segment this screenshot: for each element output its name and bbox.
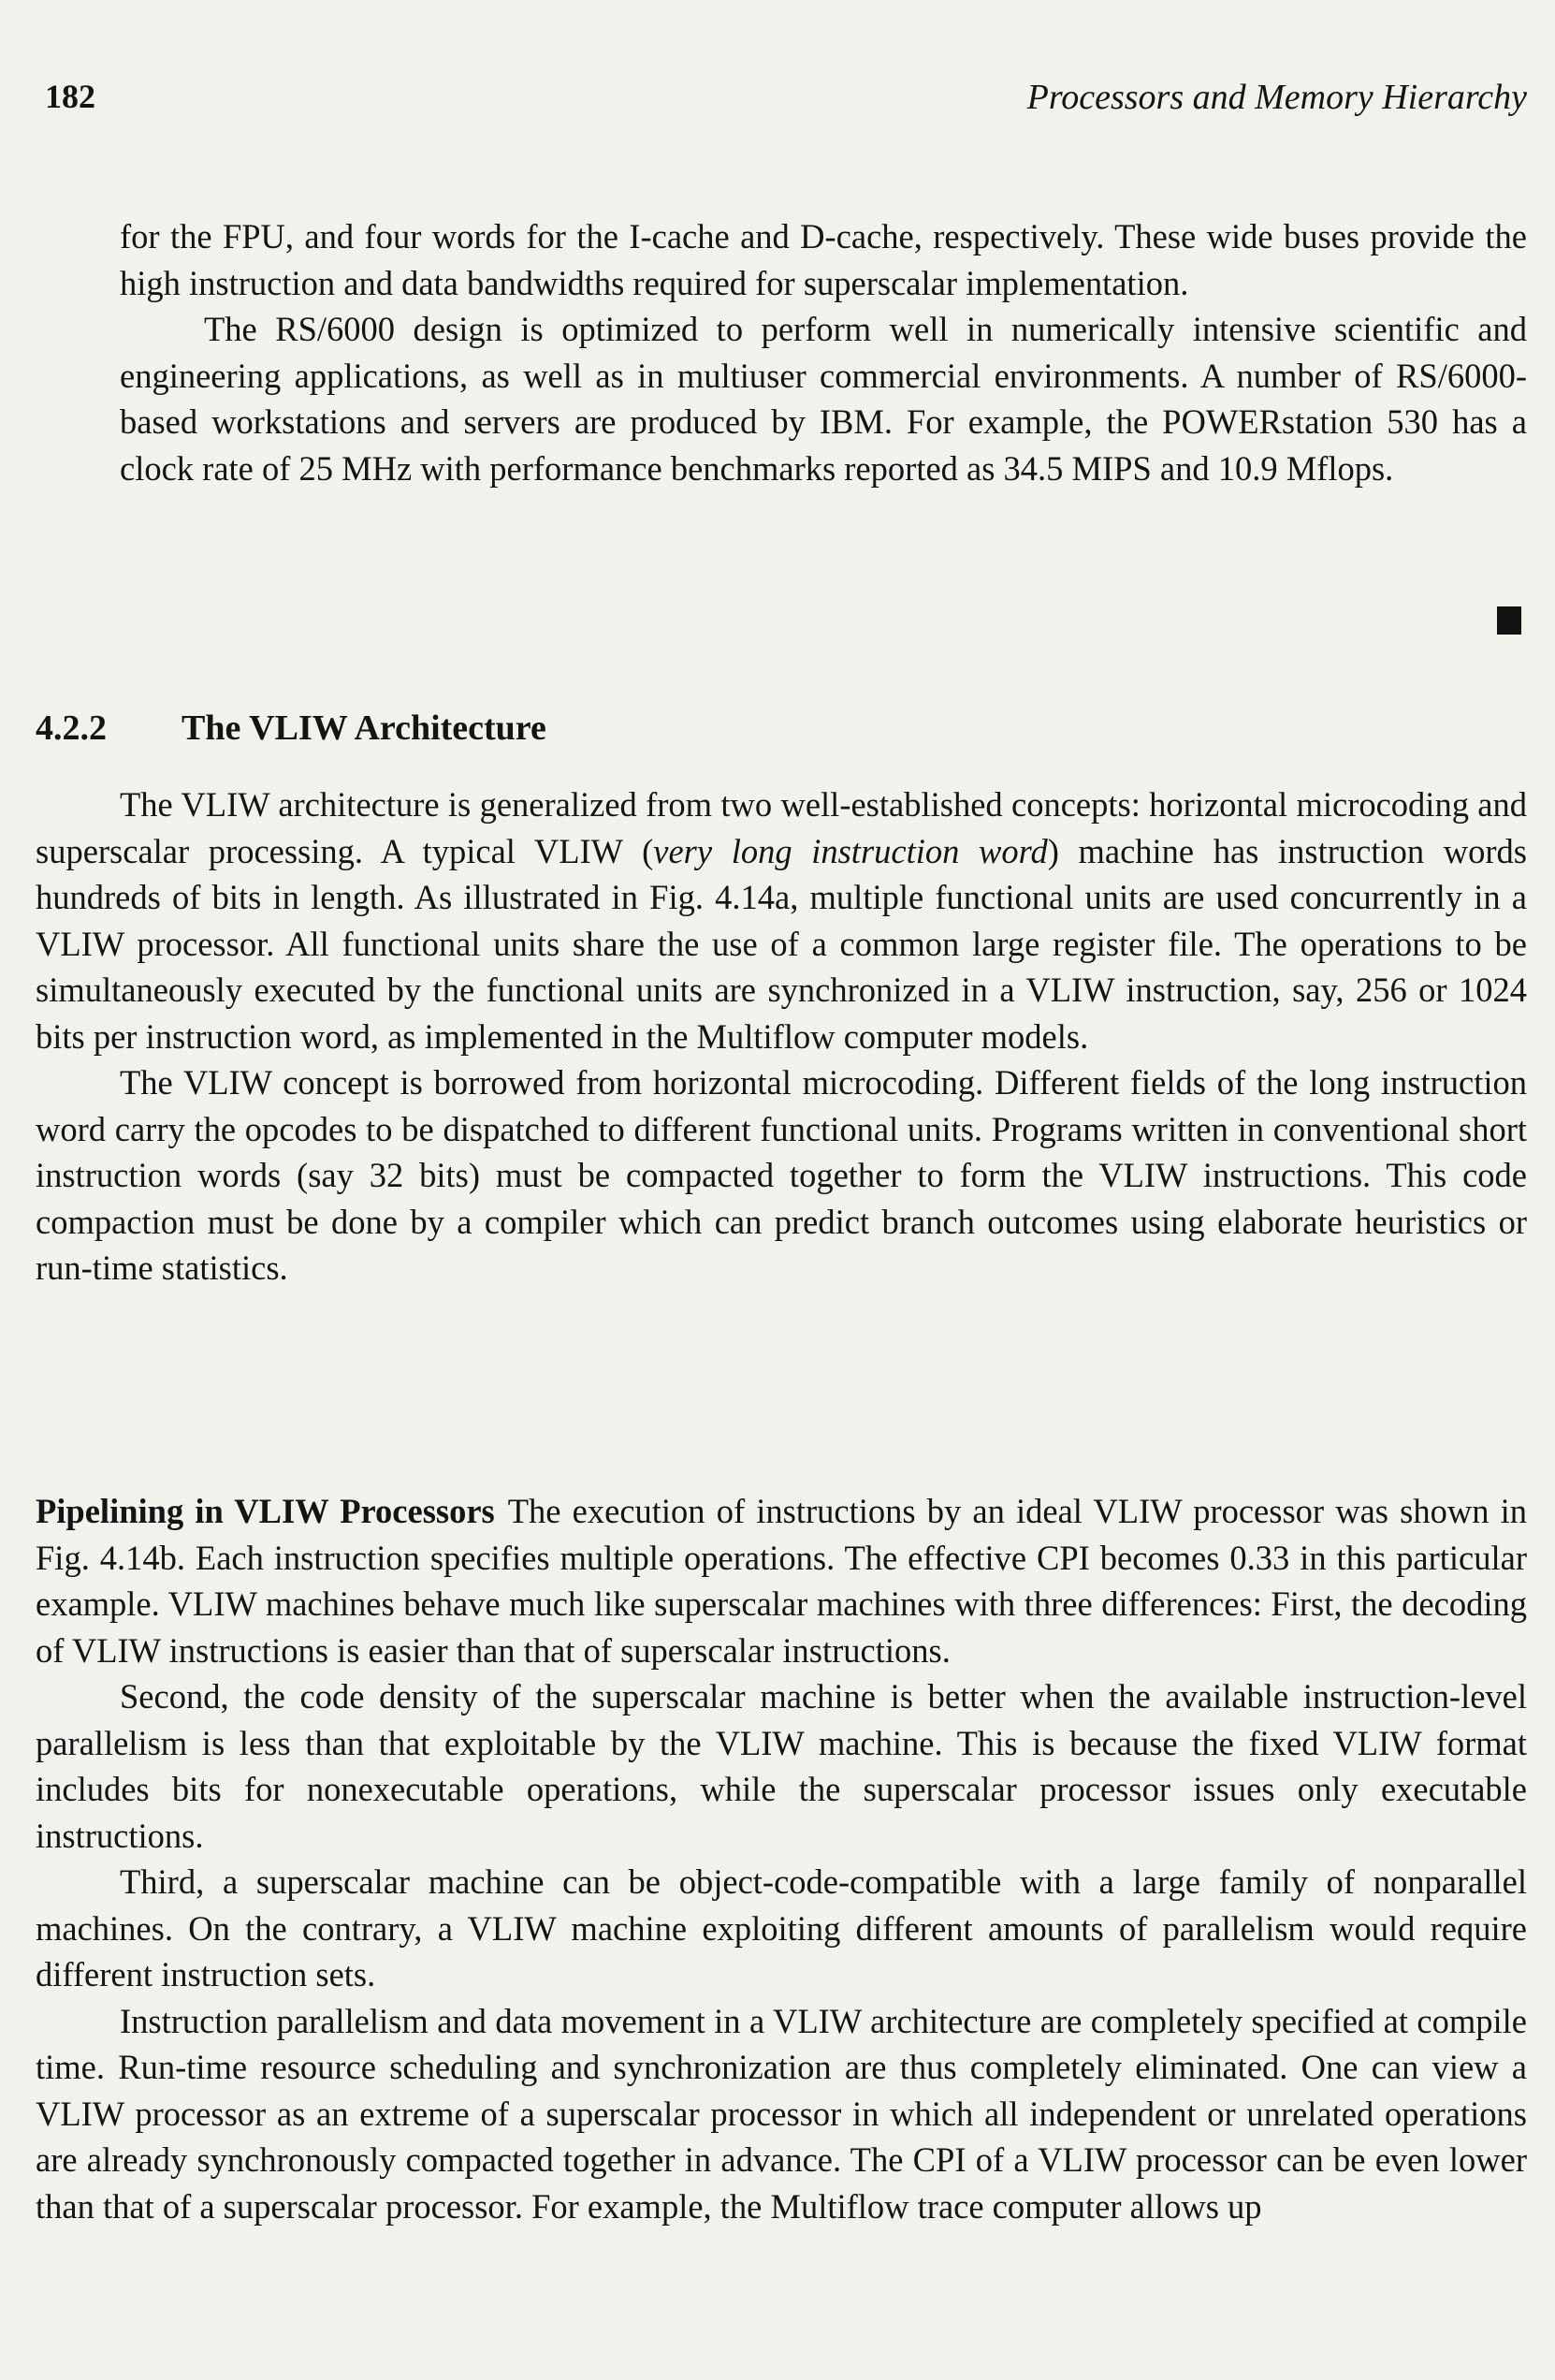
text-run: ) machine has instruction words hundreds of bits in length. As illustrated in Fig. 4.14a, multiple functional units are used concurrently in a VLIW processor. All functional units share the use of a common large register file. The operations to be simultaneously executed by the functional units are synchronized in a VLIW instruction, say, 256 or 1024 bits per instruction word, as implemented in the Multiflow computer models. (36, 831, 1527, 1056)
running-title: Processors and Memory Hierarchy (1026, 78, 1527, 117)
paragraph: Third, a superscalar machine can be object-code-compatible with a large family of nonparallel machines. On the contrary, a VLIW machine exploiting different amounts of parallelism would require different instruction sets. (36, 1862, 1527, 1993)
paragraph: for the FPU, and four words for the I-cache and D-cache, respectively. These wide buses provide the high instruction and data bandwidths required for superscalar implementation. (120, 217, 1527, 302)
text-run: The VLIW architecture is generalized from two well-established concepts: horizontal microcoding and superscalar processing. A typical VLIW ( (36, 785, 1527, 870)
paragraph: The VLIW concept is borrowed from horizontal microcoding. Different fields of the long instruction word carry the opcodes to be dispatched to different functional units. Programs written in conventional short instruction words (say 32 bits) must be compacted together to form the VLIW instructions. This code compaction must be done by a compiler which can predict branch outcomes using elaborate heuristics or run-time statistics. (36, 1063, 1527, 1287)
section-number: 4.2.2 (36, 708, 107, 748)
vliw-intro (36, 781, 1527, 1292)
italic-term: very long instruction word (653, 831, 1048, 870)
paragraph: Second, the code density of the superscalar machine is better when the available instruction-level parallelism is less than that exploitable by the VLIW machine. This is because the fixed VLIW format includes bits for nonexecutable operations, while the superscalar processor issues only executable instructions. (36, 1677, 1527, 1855)
paragraph (36, 1488, 1527, 1673)
page-header (45, 77, 1527, 133)
run-in-heading: Pipelining in VLIW Processors (36, 1492, 495, 1530)
section-title: The VLIW Architecture (182, 708, 546, 748)
paragraph: Instruction parallelism and data movement in a VLIW architecture are completely specified at compile time. Run-time resource scheduling and synchronization are thus completely eliminated. One can view a VLIW processor as an extreme of a superscalar processor in which all independent or unrelated operations are already synchronously compacted together in advance. The CPI of a VLIW processor can be even lower than that of a superscalar processor. For example, the Multiflow trace computer allows up (36, 2001, 1527, 2226)
page-number: 182 (45, 78, 95, 115)
rs6000-continuation (36, 213, 1527, 491)
text-run: The execution of instructions by an ideal VLIW processor was shown in Fig. 4.14b. Each instruction specifies multiple operations. The effective CPI becomes 0.33 in this particular example. VLIW machines behave much like superscalar machines with three differences: First, the decoding of VLIW instructions is easier than that of superscalar instructions. (36, 1492, 1527, 1670)
vliw-pipelining (36, 1488, 1527, 2229)
paragraph: The RS/6000 design is optimized to perform well in numerically intensive scientific and engineering applications, as well as in multiuser commercial environments. A number of RS/6000-based workstations and servers are produced by IBM. For example, the POWERstation 530 has a clock rate of 25 MHz with performance benchmarks reported as 34.5 MIPS and 10.9 Mflops. (120, 310, 1527, 488)
section-heading (36, 708, 546, 749)
paragraph (36, 781, 1527, 1059)
end-of-example-mark (1497, 606, 1521, 635)
